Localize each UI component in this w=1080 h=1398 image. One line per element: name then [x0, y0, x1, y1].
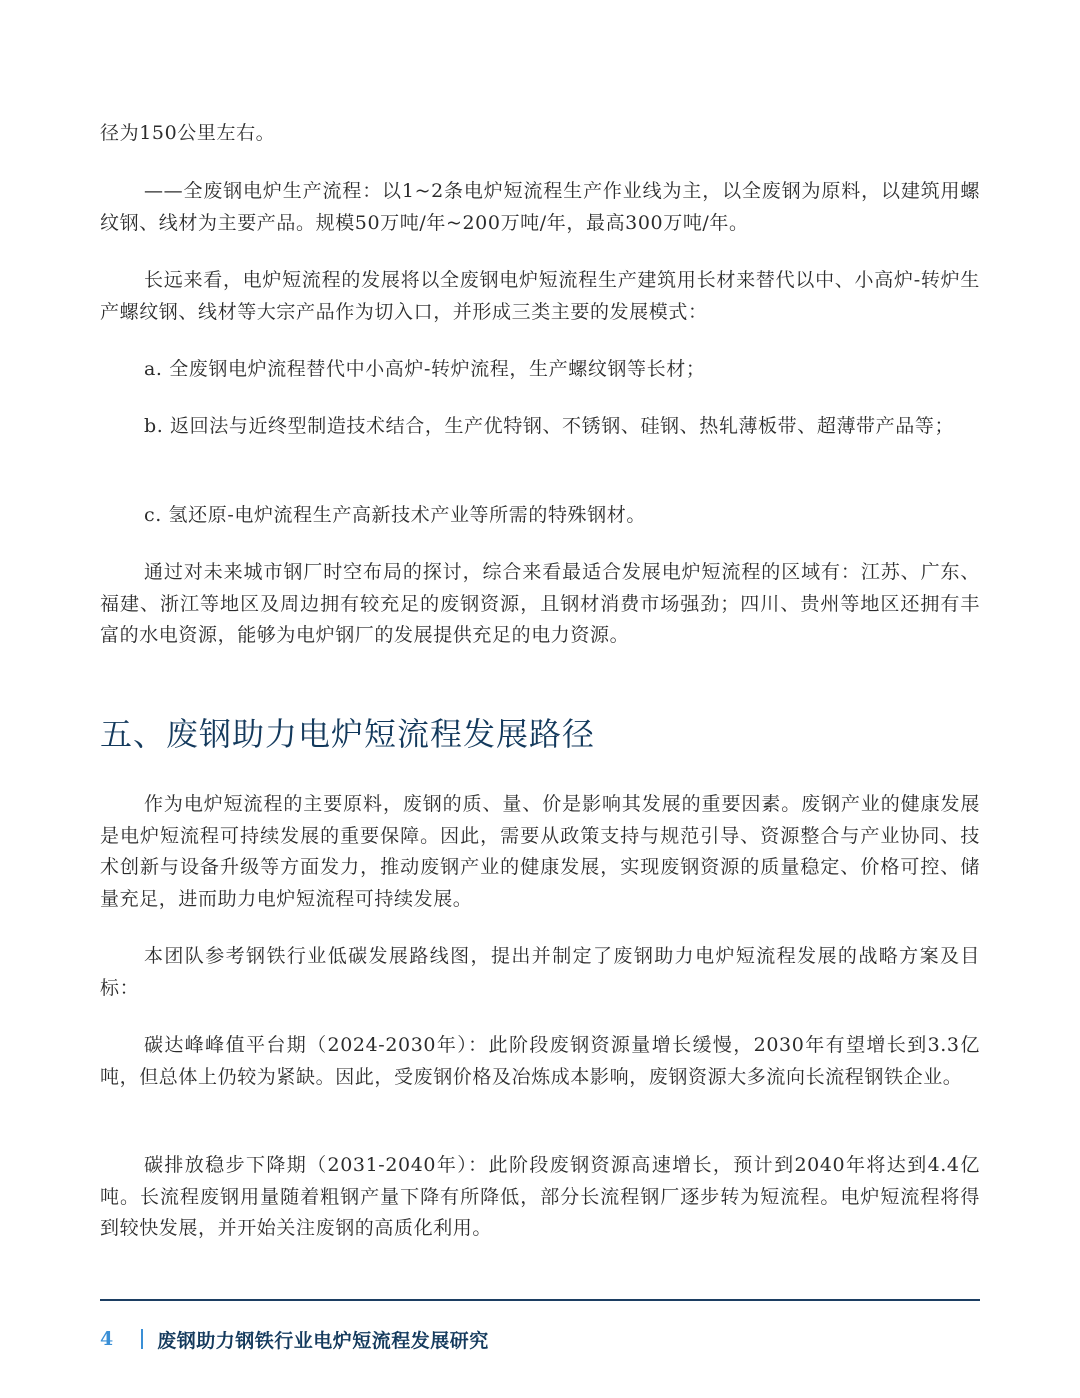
footer-title: 废钢助力钢铁行业电炉短流程发展研究: [157, 1329, 489, 1352]
paragraph-11: 碳排放稳步下降期（2031-2040年）：此阶段废钢资源高速增长，预计到2040年将达到4.4亿吨。长流程废钢用量随着粗钢产量下降有所降低，部分长流程钢厂逐步转为短流程。电炉短流程将得到较快发展，并开始关注废钢的高质化利用。: [100, 1154, 980, 1239]
footer-divider: [100, 1299, 980, 1301]
page-number: 4: [100, 1328, 114, 1350]
document-page: [100, 0, 980, 1398]
footer-separator: [141, 1329, 143, 1349]
paragraph-5: b. 返回法与近终型制造技术结合，生产优特钢、不锈钢、硅钢、热轧薄板带、超薄带产品等；: [144, 415, 955, 437]
paragraph-4: a. 全废钢电炉流程替代中小高炉-转炉流程，生产螺纹钢等长材；: [144, 358, 706, 380]
paragraph-2: ——全废钢电炉生产流程：以1~2条电炉短流程生产作业线为主，以全废钢为原料，以建筑用螺纹钢、线材为主要产品。规模50万吨/年~200万吨/年，最高300万吨/年。: [100, 180, 980, 234]
paragraph-8: 作为电炉短流程的主要原料，废钢的质、量、价是影响其发展的重要因素。废钢产业的健康发展是电炉短流程可持续发展的重要保障。因此，需要从政策支持与规范引导、资源整合与产业协同、技术创新与设备升级等方面发力，推动废钢产业的健康发展，实现废钢资源的质量稳定、价格可控、储量充足，进而助力电炉短流程可持续发展。: [100, 793, 980, 910]
page-footer: [100, 1324, 489, 1354]
paragraph-3: 长远来看，电炉短流程的发展将以全废钢电炉短流程生产建筑用长材来替代以中、小高炉-转炉生产螺纹钢、线材等大宗产品作为切入口，并形成三类主要的发展模式：: [100, 269, 980, 323]
paragraph-7: 通过对未来城市钢厂时空布局的探讨，综合来看最适合发展电炉短流程的区域有：江苏、广东、福建、浙江等地区及周边拥有较充足的废钢资源，且钢材消费市场强劲；四川、贵州等地区还拥有丰富的水电资源，能够为电炉钢厂的发展提供充足的电力资源。: [100, 561, 980, 646]
paragraph-1: 径为150公里左右。: [100, 122, 276, 144]
section-heading: 五、废钢助力电炉短流程发展路径: [100, 715, 596, 753]
paragraph-9: 本团队参考钢铁行业低碳发展路线图，提出并制定了废钢助力电炉短流程发展的战略方案及目标：: [100, 945, 980, 999]
paragraph-10: 碳达峰峰值平台期（2024-2030年）：此阶段废钢资源量增长缓慢，2030年有望增长到3.3亿吨，但总体上仍较为紧缺。因此，受废钢价格及冶炼成本影响，废钢资源大多流向长流程钢铁企业。: [100, 1034, 980, 1088]
paragraph-6: c. 氢还原-电炉流程生产高新技术产业等所需的特殊钢材。: [144, 504, 646, 526]
